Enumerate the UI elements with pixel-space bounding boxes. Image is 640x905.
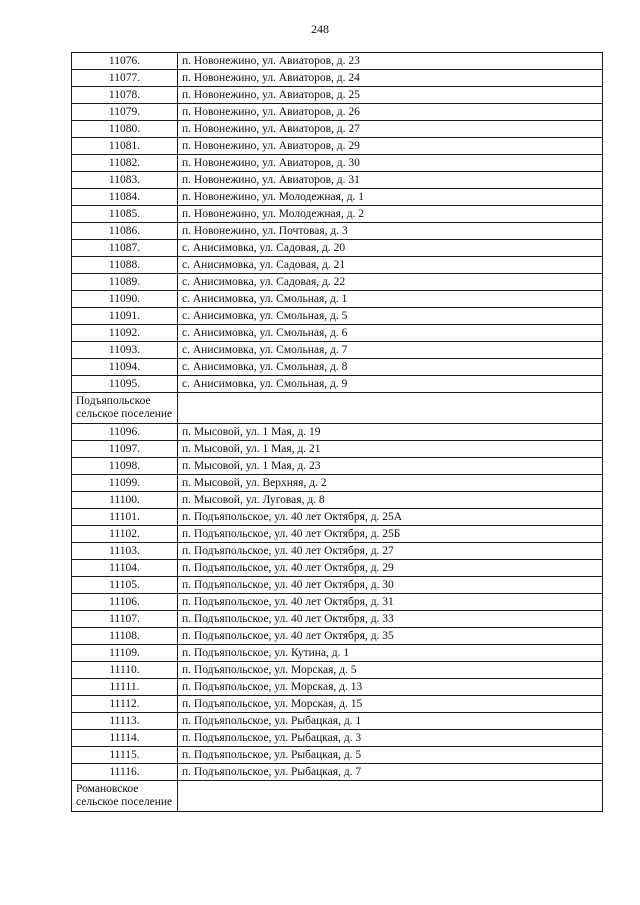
row-number-cell: 11076. <box>72 53 178 70</box>
table-row <box>72 87 603 104</box>
address-cell: п. Подъяпольское, ул. Морская, д. 15 <box>178 696 603 713</box>
address-cell: п. Новонежино, ул. Авиаторов, д. 31 <box>178 172 603 189</box>
address-cell: п. Подъяпольское, ул. 40 лет Октября, д. 35 <box>178 628 603 645</box>
row-number-cell: 11088. <box>72 257 178 274</box>
page-number: 248 <box>311 22 329 36</box>
address-cell: п. Подъяпольское, ул. 40 лет Октября, д. 25А <box>178 509 603 526</box>
row-number-cell: 11108. <box>72 628 178 645</box>
row-number-cell: 11109. <box>72 645 178 662</box>
address-cell: с. Анисимовка, ул. Смольная, д. 1 <box>178 291 603 308</box>
table-row <box>72 274 603 291</box>
address-cell: с. Анисимовка, ул. Смольная, д. 5 <box>178 308 603 325</box>
table-row <box>72 138 603 155</box>
table-row <box>72 342 603 359</box>
address-cell: с. Анисимовка, ул. Садовая, д. 20 <box>178 240 603 257</box>
row-number-cell: 11112. <box>72 696 178 713</box>
row-number-cell: 11115. <box>72 747 178 764</box>
address-cell: п. Подъяпольское, ул. Морская, д. 5 <box>178 662 603 679</box>
row-number-cell: 11099. <box>72 475 178 492</box>
address-table <box>71 52 603 812</box>
row-number-cell: 11110. <box>72 662 178 679</box>
address-cell: п. Новонежино, ул. Авиаторов, д. 30 <box>178 155 603 172</box>
row-number-cell: 11114. <box>72 730 178 747</box>
table-row <box>72 628 603 645</box>
table-row <box>72 121 603 138</box>
row-number-cell: 11101. <box>72 509 178 526</box>
table-row <box>72 526 603 543</box>
row-number-cell: 11095. <box>72 376 178 393</box>
table-row <box>72 662 603 679</box>
table-row <box>72 104 603 121</box>
address-cell: с. Анисимовка, ул. Смольная, д. 9 <box>178 376 603 393</box>
table-row <box>72 53 603 70</box>
address-cell: п. Подъяпольское, ул. 40 лет Октября, д. 29 <box>178 560 603 577</box>
table-row <box>72 713 603 730</box>
address-cell: п. Мысовой, ул. 1 Мая, д. 23 <box>178 458 603 475</box>
section-row <box>72 781 603 812</box>
section-name-cell: Подъяпольское сельское поселение <box>72 393 178 424</box>
address-cell: с. Анисимовка, ул. Смольная, д. 7 <box>178 342 603 359</box>
row-number-cell: 11081. <box>72 138 178 155</box>
address-cell: п. Подъяпольское, ул. 40 лет Октября, д. 30 <box>178 577 603 594</box>
table-row <box>72 308 603 325</box>
table-row <box>72 509 603 526</box>
table-row <box>72 155 603 172</box>
row-number-cell: 11106. <box>72 594 178 611</box>
address-cell: п. Подъяпольское, ул. Морская, д. 13 <box>178 679 603 696</box>
row-number-cell: 11113. <box>72 713 178 730</box>
row-number-cell: 11102. <box>72 526 178 543</box>
address-cell: с. Анисимовка, ул. Смольная, д. 8 <box>178 359 603 376</box>
row-number-cell: 11096. <box>72 424 178 441</box>
table-row <box>72 376 603 393</box>
table-row <box>72 240 603 257</box>
address-table-body <box>72 53 603 812</box>
table-row <box>72 441 603 458</box>
table-row <box>72 325 603 342</box>
row-number-cell: 11098. <box>72 458 178 475</box>
row-number-cell: 11103. <box>72 543 178 560</box>
table-row <box>72 645 603 662</box>
address-cell: с. Анисимовка, ул. Садовая, д. 22 <box>178 274 603 291</box>
table-row <box>72 560 603 577</box>
row-number-cell: 11087. <box>72 240 178 257</box>
address-cell: п. Подъяпольское, ул. 40 лет Октября, д. 33 <box>178 611 603 628</box>
address-cell: п. Новонежино, ул. Молодежная, д. 2 <box>178 206 603 223</box>
address-cell: п. Новонежино, ул. Авиаторов, д. 25 <box>178 87 603 104</box>
row-number-cell: 11094. <box>72 359 178 376</box>
table-row <box>72 223 603 240</box>
table-row <box>72 696 603 713</box>
address-cell: п. Мысовой, ул. 1 Мая, д. 21 <box>178 441 603 458</box>
address-cell: п. Мысовой, ул. 1 Мая, д. 19 <box>178 424 603 441</box>
address-cell: п. Мысовой, ул. Верхняя, д. 2 <box>178 475 603 492</box>
address-cell: п. Новонежино, ул. Молодежная, д. 1 <box>178 189 603 206</box>
row-number-cell: 11091. <box>72 308 178 325</box>
table-row <box>72 577 603 594</box>
address-cell: п. Подъяпольское, ул. 40 лет Октября, д. 27 <box>178 543 603 560</box>
row-number-cell: 11084. <box>72 189 178 206</box>
row-number-cell: 11079. <box>72 104 178 121</box>
row-number-cell: 11080. <box>72 121 178 138</box>
address-cell: п. Подъяпольское, ул. Кутина, д. 1 <box>178 645 603 662</box>
row-number-cell: 11082. <box>72 155 178 172</box>
address-cell: с. Анисимовка, ул. Смольная, д. 6 <box>178 325 603 342</box>
section-empty-cell <box>178 393 603 424</box>
table-row <box>72 359 603 376</box>
table-row <box>72 594 603 611</box>
table-row <box>72 70 603 87</box>
table-row <box>72 747 603 764</box>
row-number-cell: 11107. <box>72 611 178 628</box>
address-cell: п. Новонежино, ул. Авиаторов, д. 26 <box>178 104 603 121</box>
address-cell: с. Анисимовка, ул. Садовая, д. 21 <box>178 257 603 274</box>
address-cell: п. Новонежино, ул. Авиаторов, д. 23 <box>178 53 603 70</box>
section-row <box>72 393 603 424</box>
row-number-cell: 11093. <box>72 342 178 359</box>
row-number-cell: 11104. <box>72 560 178 577</box>
address-cell: п. Новонежино, ул. Авиаторов, д. 24 <box>178 70 603 87</box>
table-row <box>72 257 603 274</box>
row-number-cell: 11111. <box>72 679 178 696</box>
row-number-cell: 11105. <box>72 577 178 594</box>
table-row <box>72 611 603 628</box>
row-number-cell: 11077. <box>72 70 178 87</box>
row-number-cell: 11116. <box>72 764 178 781</box>
row-number-cell: 11085. <box>72 206 178 223</box>
address-cell: п. Подъяпольское, ул. Рыбацкая, д. 5 <box>178 747 603 764</box>
row-number-cell: 11097. <box>72 441 178 458</box>
table-row <box>72 492 603 509</box>
address-cell: п. Новонежино, ул. Авиаторов, д. 29 <box>178 138 603 155</box>
table-row <box>72 764 603 781</box>
table-row <box>72 543 603 560</box>
row-number-cell: 11100. <box>72 492 178 509</box>
table-row <box>72 730 603 747</box>
address-cell: п. Мысовой, ул. Луговая, д. 8 <box>178 492 603 509</box>
table-row <box>72 189 603 206</box>
table-row <box>72 475 603 492</box>
table-row <box>72 291 603 308</box>
table-row <box>72 424 603 441</box>
row-number-cell: 11092. <box>72 325 178 342</box>
table-row <box>72 679 603 696</box>
table-row <box>72 172 603 189</box>
address-cell: п. Подъяпольское, ул. 40 лет Октября, д. 25Б <box>178 526 603 543</box>
address-cell: п. Подъяпольское, ул. Рыбацкая, д. 3 <box>178 730 603 747</box>
row-number-cell: 11090. <box>72 291 178 308</box>
row-number-cell: 11086. <box>72 223 178 240</box>
row-number-cell: 11078. <box>72 87 178 104</box>
address-cell: п. Подъяпольское, ул. Рыбацкая, д. 7 <box>178 764 603 781</box>
row-number-cell: 11089. <box>72 274 178 291</box>
address-cell: п. Новонежино, ул. Почтовая, д. 3 <box>178 223 603 240</box>
address-cell: п. Подъяпольское, ул. 40 лет Октября, д. 31 <box>178 594 603 611</box>
section-name-cell: Романовское сельское поселение <box>72 781 178 812</box>
address-cell: п. Новонежино, ул. Авиаторов, д. 27 <box>178 121 603 138</box>
table-row <box>72 458 603 475</box>
section-empty-cell <box>178 781 603 812</box>
table-row <box>72 206 603 223</box>
address-cell: п. Подъяпольское, ул. Рыбацкая, д. 1 <box>178 713 603 730</box>
row-number-cell: 11083. <box>72 172 178 189</box>
